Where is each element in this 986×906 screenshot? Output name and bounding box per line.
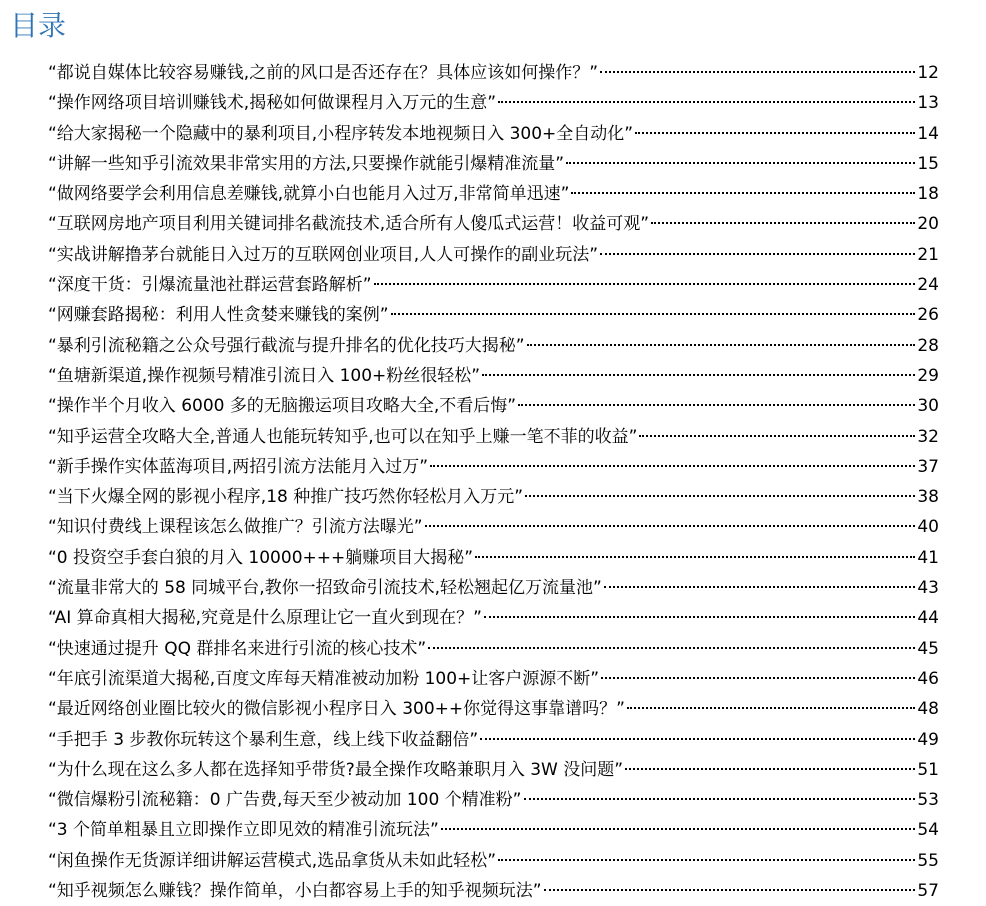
toc-page-number: 41 xyxy=(917,547,939,568)
toc-entry-title: “都说自媒体比较容易赚钱,之前的风口是否还存在？具体应该如何操作？” xyxy=(48,63,599,83)
toc-dot-leader xyxy=(639,435,915,437)
toc-entry[interactable] xyxy=(48,209,939,239)
toc-entry[interactable] xyxy=(48,422,939,452)
toc-dot-leader xyxy=(525,495,915,497)
toc-page-number: 37 xyxy=(917,456,939,477)
toc-page-number: 21 xyxy=(917,244,939,265)
toc-entry[interactable] xyxy=(48,452,939,482)
toc-dot-leader xyxy=(571,192,915,194)
toc-entry-title: “快速通过提升 QQ 群排名来进行引流的核心技术” xyxy=(48,638,427,659)
toc-dot-leader xyxy=(498,859,915,861)
toc-entry[interactable] xyxy=(48,391,939,421)
toc-page-number: 46 xyxy=(917,668,939,689)
toc-dot-leader xyxy=(518,404,915,406)
toc-dot-leader xyxy=(635,132,915,134)
toc-dot-leader xyxy=(527,344,916,346)
toc-entry[interactable] xyxy=(48,119,939,149)
toc-dot-leader xyxy=(566,162,915,164)
toc-entry-title: “闲鱼操作无货源详细讲解运营模式,选品拿货从未如此轻松” xyxy=(48,850,497,871)
toc-dot-leader xyxy=(524,798,916,800)
toc-page-number: 44 xyxy=(917,608,939,629)
toc-entry-title: “0 投资空手套白狼的月入 10000+++躺赚项目大揭秘” xyxy=(48,547,474,568)
toc-entry-title: “知识付费线上课程该怎么做推广？引流方法曝光” xyxy=(48,517,423,538)
toc-dot-leader xyxy=(425,525,916,527)
toc-entry-title: “微信爆粉引流秘籍：0 广告费,每天至少被动加 100 个精准粉” xyxy=(48,790,522,811)
toc-entry[interactable] xyxy=(48,694,939,724)
toc-page-number: 13 xyxy=(917,93,939,114)
toc-page-number: 51 xyxy=(917,759,939,780)
toc-dot-leader xyxy=(651,222,915,224)
toc-entry[interactable] xyxy=(48,482,939,512)
toc-dot-leader xyxy=(604,586,915,588)
toc-dot-leader xyxy=(475,556,915,558)
toc-dot-leader xyxy=(625,768,915,770)
toc-page-number: 14 xyxy=(917,123,939,144)
toc-dot-leader xyxy=(498,101,915,103)
toc-entry[interactable] xyxy=(48,300,939,330)
toc-entry[interactable] xyxy=(48,634,939,664)
toc-entry-title: “最近网络创业圈比较火的微信影视小程序日入 300++你觉得这事靠谱吗？” xyxy=(48,699,625,720)
toc-page-number: 55 xyxy=(917,850,939,871)
toc-entry[interactable] xyxy=(48,725,939,755)
toc-dot-leader xyxy=(480,738,915,740)
toc-entry-title: “操作半个月收入 6000 多的无脑搬运项目攻略大全,不看后悔” xyxy=(48,396,517,417)
toc-entry[interactable] xyxy=(48,664,939,694)
toc-page-number: 49 xyxy=(917,729,939,750)
toc-entry[interactable] xyxy=(48,543,939,573)
toc-entry[interactable] xyxy=(48,88,939,118)
toc-entry[interactable] xyxy=(48,331,939,361)
toc-entry[interactable] xyxy=(48,512,939,542)
toc-page-number: 38 xyxy=(917,487,939,508)
toc-dot-leader xyxy=(544,889,916,891)
toc-heading: 目录 xyxy=(10,9,67,42)
toc-entry-title: “给大家揭秘一个隐藏中的暴利项目,小程序转发本地视频日入 300+全自动化” xyxy=(48,123,634,144)
toc-page-number: 12 xyxy=(917,63,939,83)
toc-entry-title: “鱼塘新渠道,操作视频号精准引流日入 100+粉丝很轻松” xyxy=(48,365,481,386)
toc-dot-leader xyxy=(430,465,915,467)
toc-page-number: 53 xyxy=(917,790,939,811)
toc-dot-leader xyxy=(441,828,916,830)
toc-dot-leader xyxy=(600,71,915,73)
toc-page-number: 26 xyxy=(917,305,939,326)
toc-page-number: 40 xyxy=(917,517,939,538)
toc-entry[interactable] xyxy=(48,361,939,391)
toc-entry[interactable] xyxy=(48,270,939,300)
toc-entry-title: “暴利引流秘籍之公众号强行截流与提升排名的优化技巧大揭秘” xyxy=(48,335,525,356)
toc-dot-leader xyxy=(484,616,915,618)
toc-entry-title: “新手操作实体蓝海项目,两招引流方法能月入过万” xyxy=(48,456,429,477)
toc-dot-leader xyxy=(482,374,915,376)
toc-page-number: 28 xyxy=(917,335,939,356)
toc-entry-title: “AI 算命真相大揭秘,究竟是什么原理让它一直火到现在？” xyxy=(48,608,482,629)
toc-dot-leader xyxy=(391,313,916,315)
toc-entry-title: “为什么现在这么多人都在选择知乎带货?最全操作攻略兼职月入 3W 没问题” xyxy=(48,759,624,780)
toc-entry[interactable] xyxy=(48,573,939,603)
toc-list xyxy=(48,58,939,906)
toc-page-number: 43 xyxy=(917,578,939,599)
toc-page-number: 48 xyxy=(917,699,939,720)
toc-entry-title: “3 个简单粗暴且立即操作立即见效的精准引流玩法” xyxy=(48,820,439,841)
toc-entry-title: “网赚套路揭秘：利用人性贪婪来赚钱的案例” xyxy=(48,305,389,326)
toc-entry-title: “知乎视频怎么赚钱？操作简单，小白都容易上手的知乎视频玩法” xyxy=(48,881,542,902)
toc-entry-title: “深度干货：引爆流量池社群运营套路解析” xyxy=(48,275,372,296)
toc-entry-title: “手把手 3 步教你玩转这个暴利生意，线上线下收益翻倍” xyxy=(48,729,479,750)
toc-page-number: 54 xyxy=(917,820,939,841)
toc-entry[interactable] xyxy=(48,240,939,270)
toc-page-number: 57 xyxy=(917,881,939,902)
toc-entry-title: “流量非常大的 58 同城平台,教你一招致命引流技术,轻松翘起亿万流量池” xyxy=(48,578,602,599)
toc-entry-title: “当下火爆全网的影视小程序,18 种推广技巧然你轻松月入万元” xyxy=(48,487,524,508)
toc-page-number: 24 xyxy=(917,275,939,296)
toc-entry[interactable] xyxy=(48,149,939,179)
toc-entry-title: “做网络要学会利用信息差赚钱,就算小白也能月入过万,非常简单迅速” xyxy=(48,184,570,205)
toc-entry[interactable] xyxy=(48,876,939,906)
toc-page-number: 30 xyxy=(917,396,939,417)
toc-entry[interactable] xyxy=(48,179,939,209)
toc-dot-leader xyxy=(601,677,915,679)
toc-page-number: 20 xyxy=(917,214,939,235)
toc-dot-leader xyxy=(627,707,915,709)
toc-dot-leader xyxy=(374,283,916,285)
toc-entry-title: “互联网房地产项目利用关键词排名截流技术,适合所有人傻瓜式运营！收益可观” xyxy=(48,214,650,235)
toc-page-number: 29 xyxy=(917,365,939,386)
toc-entry[interactable] xyxy=(48,785,939,815)
toc-page-number: 15 xyxy=(917,153,939,174)
toc-page-number: 32 xyxy=(917,426,939,447)
toc-entry[interactable] xyxy=(48,58,939,88)
toc-entry[interactable] xyxy=(48,815,939,845)
toc-entry[interactable] xyxy=(48,846,939,876)
toc-dot-leader xyxy=(428,647,915,649)
toc-page-number: 45 xyxy=(917,638,939,659)
toc-entry-title: “讲解一些知乎引流效果非常实用的方法,只要操作就能引爆精准流量” xyxy=(48,153,565,174)
toc-entry[interactable] xyxy=(48,603,939,633)
toc-entry-title: “年底引流渠道大揭秘,百度文库每天精准被动加粉 100+让客户源源不断” xyxy=(48,668,600,689)
toc-entry-title: “知乎运营全攻略大全,普通人也能玩转知乎,也可以在知乎上赚一笔不菲的收益” xyxy=(48,426,638,447)
toc-page-number: 18 xyxy=(917,184,939,205)
toc-dot-leader xyxy=(600,253,915,255)
toc-entry[interactable] xyxy=(48,755,939,785)
toc-entry-title: “实战讲解撸茅台就能日入过万的互联网创业项目,人人可操作的副业玩法” xyxy=(48,244,599,265)
toc-entry-title: “操作网络项目培训赚钱术,揭秘如何做课程月入万元的生意” xyxy=(48,93,497,114)
